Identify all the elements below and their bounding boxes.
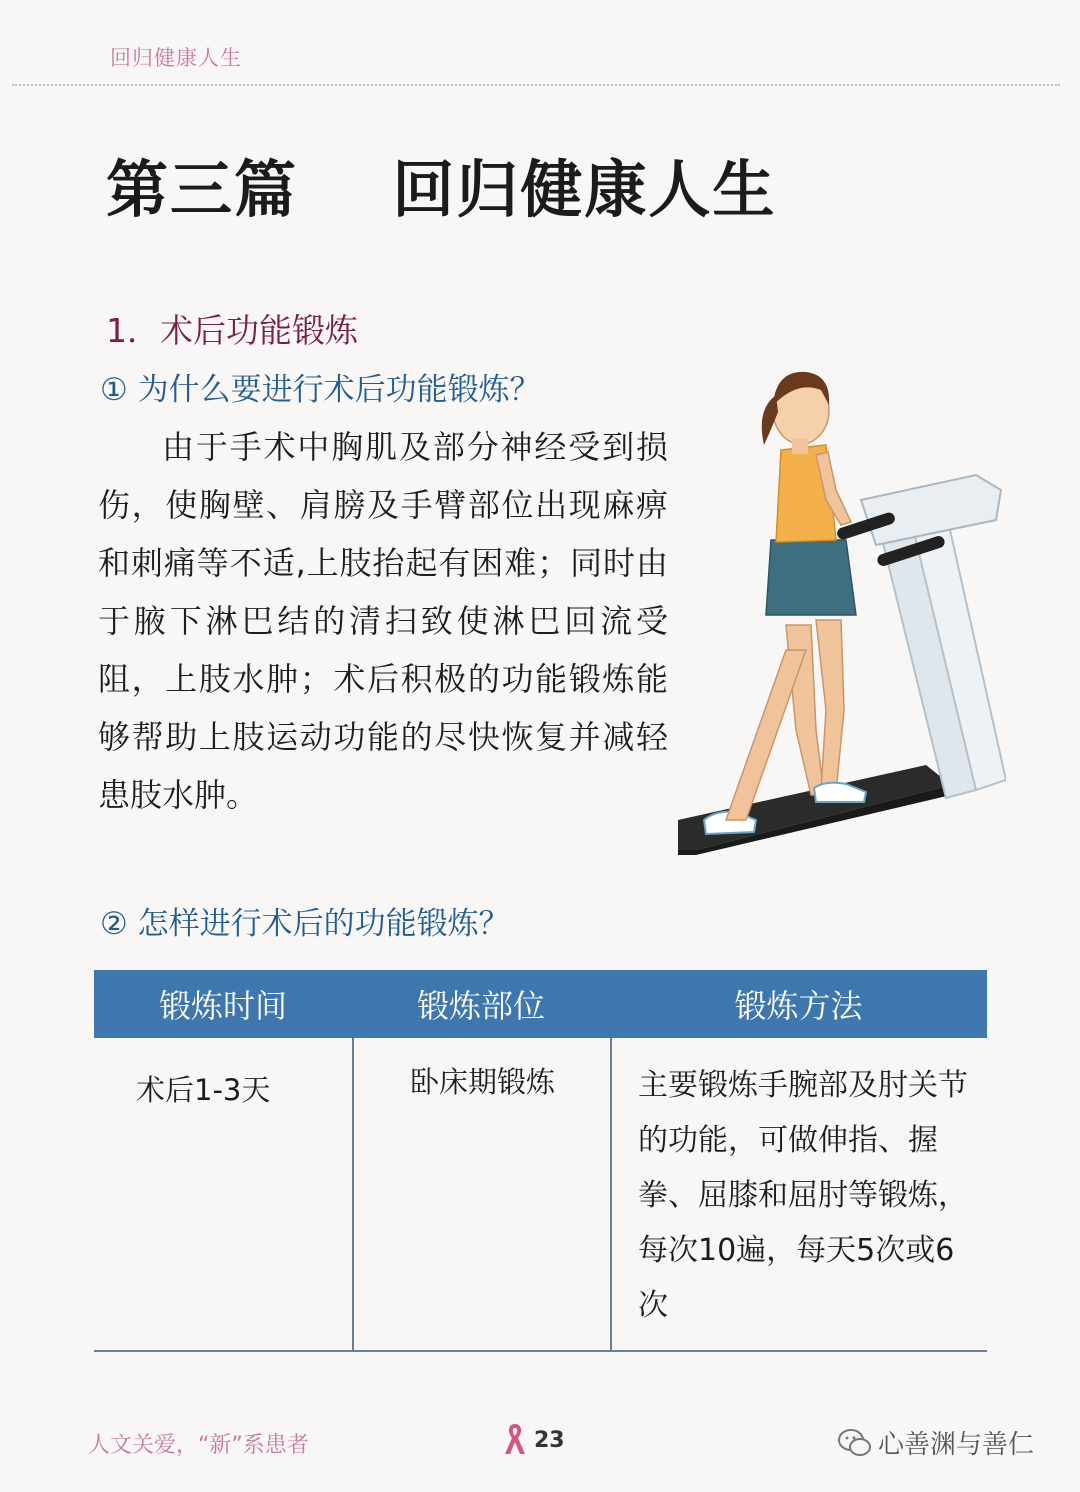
exercise-table-row bbox=[94, 1038, 987, 1352]
treadmill-woman-illustration bbox=[676, 350, 1006, 855]
column-divider bbox=[352, 1038, 354, 1350]
header-divider bbox=[12, 84, 1060, 86]
section-heading: 1．术后功能锻炼 bbox=[106, 311, 358, 350]
body-paragraph: 由于手术中胸肌及部分神经受到损伤，使胸壁、肩膀及手臂部位出现麻痹和刺痛等不适,上肢抬起有困难；同时由于腋下淋巴结的清扫致使淋巴回流受阻，上肢水肿；术后积极的功能锻炼能够帮助上肢运动功能的尽快恢复并减轻患肢水肿。 bbox=[98, 428, 668, 814]
question-2: ② 怎样进行术后的功能锻炼？ bbox=[100, 906, 510, 942]
cell-exercise-time: 术后1-3天 bbox=[136, 1073, 271, 1107]
running-header: 回归健康人生 bbox=[110, 46, 242, 70]
exercise-table-header bbox=[94, 970, 987, 1038]
wechat-icon bbox=[838, 1428, 872, 1458]
column-divider bbox=[610, 1038, 612, 1350]
column-header-method: 锻炼方法 bbox=[734, 987, 863, 1025]
watermark bbox=[838, 1424, 1034, 1461]
cell-exercise-part: 卧床期锻炼 bbox=[410, 1065, 556, 1099]
footer-slogan: 人文关爱，“新”系患者 bbox=[88, 1433, 309, 1458]
column-header-part: 锻炼部位 bbox=[416, 987, 545, 1025]
pink-ribbon-icon bbox=[502, 1422, 528, 1456]
cell-exercise-method: 主要锻炼手腕部及肘关节的功能，可做伸指、握拳、屈膝和屈肘等锻炼， 每次10遍，每天5次或6次 bbox=[638, 1068, 983, 1323]
page-number: 23 bbox=[534, 1428, 565, 1453]
question-1: ① 为什么要进行术后功能锻炼？ bbox=[100, 372, 541, 408]
column-header-time: 锻炼时间 bbox=[158, 987, 287, 1025]
page-title: 第三篇 回归健康人生 bbox=[106, 153, 777, 226]
watermark-text: 心善渊与善仁 bbox=[878, 1430, 1035, 1460]
